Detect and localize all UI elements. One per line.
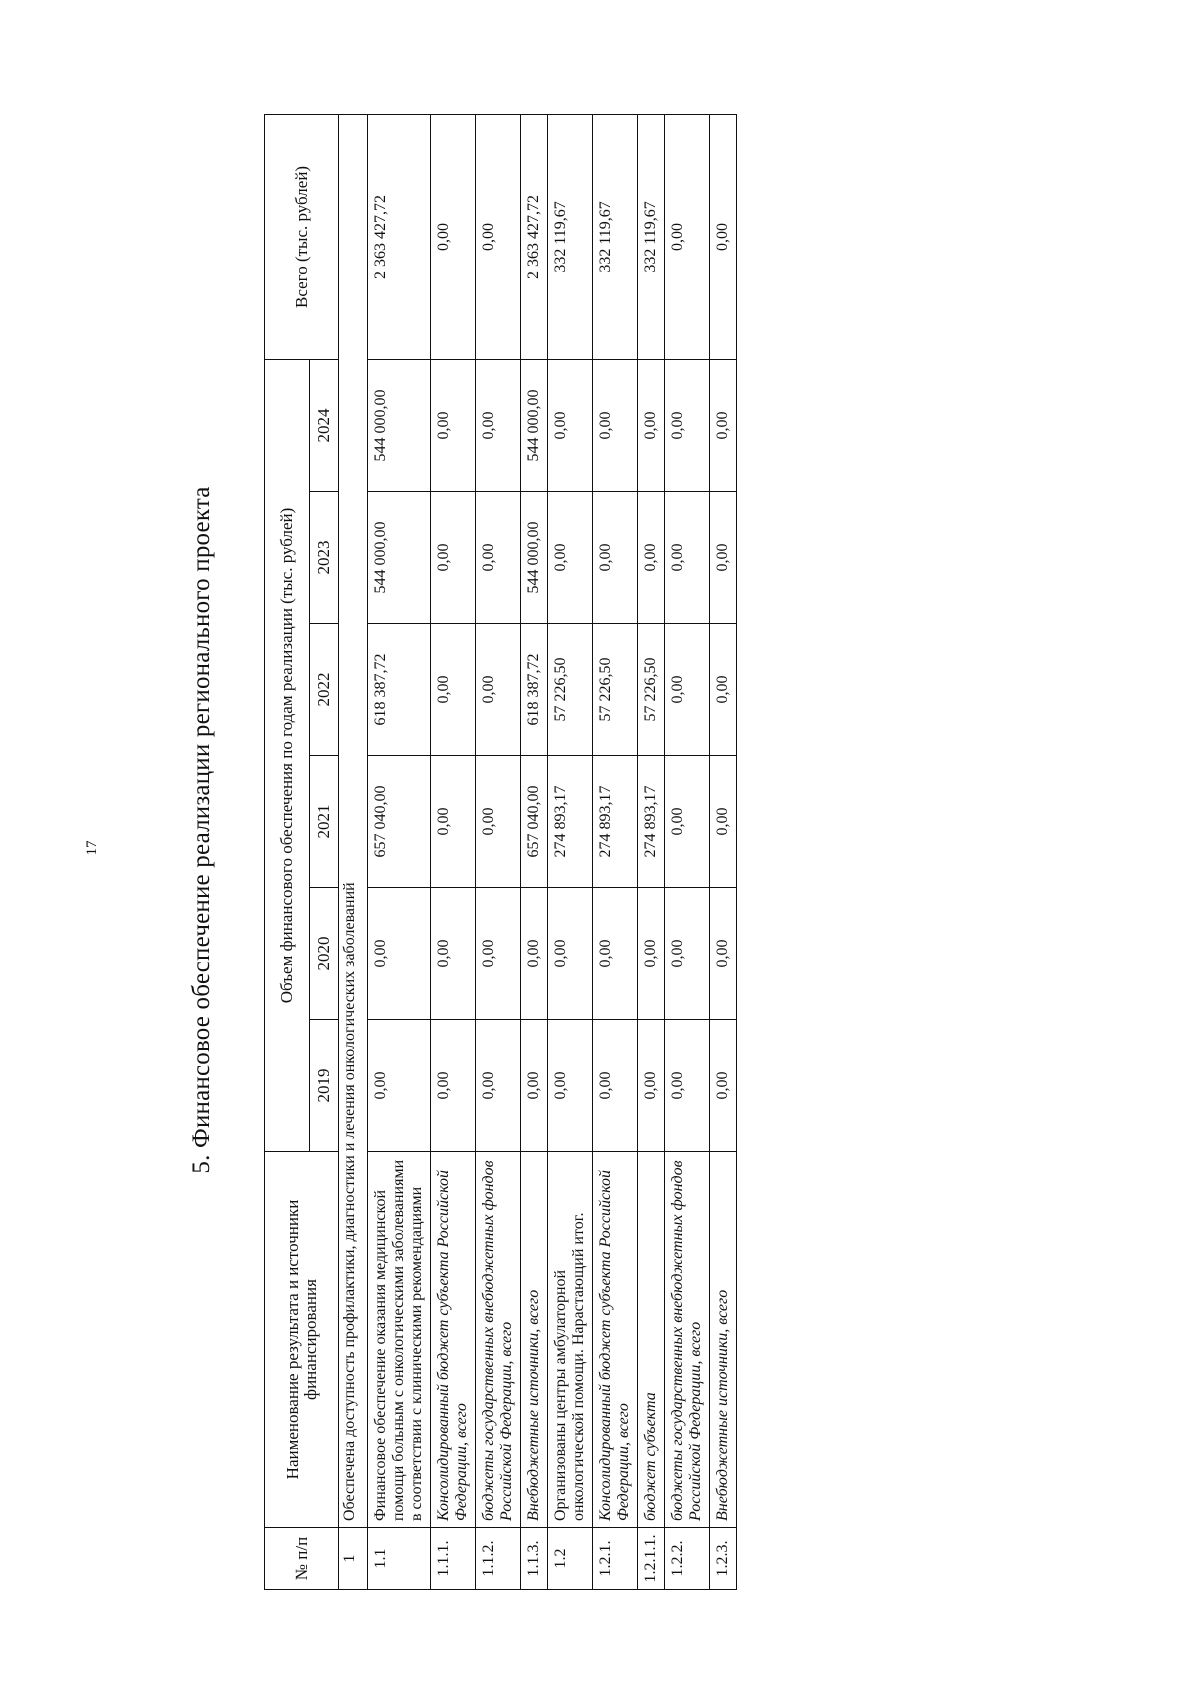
row-number: 1.2.2.	[665, 1528, 710, 1590]
year-value: 544 000,00	[521, 359, 548, 491]
table-row	[368, 114, 431, 1589]
year-value: 618 387,72	[368, 624, 431, 756]
year-value: 0,00	[710, 359, 737, 491]
year-value: 0,00	[665, 624, 710, 756]
year-value: 0,00	[593, 492, 638, 624]
header-year: 2023	[310, 492, 339, 624]
header-year: 2024	[310, 359, 339, 491]
year-value: 544 000,00	[368, 359, 431, 491]
year-value: 544 000,00	[368, 492, 431, 624]
year-value: 0,00	[593, 888, 638, 1020]
header-volume: Объем финансового обеспечения по годам реализации (тыс. рублей)	[265, 359, 310, 1151]
year-value: 0,00	[665, 359, 710, 491]
row-number: 1.2.1.	[593, 1528, 638, 1590]
row-number: 1.2	[548, 1528, 593, 1590]
row-total: 0,00	[431, 114, 476, 359]
year-value: 274 893,17	[638, 756, 665, 888]
row-name: Организованы центры амбулаторной онкологической помощи. Нарастающий итог.	[548, 1152, 593, 1528]
result-num: 1	[339, 1528, 368, 1590]
row-name: Внебюджетные источники, всего	[521, 1152, 548, 1528]
row-total: 332 119,67	[548, 114, 593, 359]
result-title: Обеспечена доступность профилактики, диагностики и лечения онкологических заболеваний	[339, 114, 368, 1527]
year-value: 57 226,50	[548, 624, 593, 756]
page-number: 17	[84, 840, 100, 856]
row-name: Консолидированный бюджет субъекта Российской Федерации, всего	[593, 1152, 638, 1528]
year-value: 0,00	[548, 1020, 593, 1152]
year-value: 0,00	[431, 1020, 476, 1152]
row-name: Консолидированный бюджет субъекта Российской Федерации, всего	[431, 1152, 476, 1528]
rotated-page-content	[140, 70, 1100, 1590]
year-value: 0,00	[548, 359, 593, 491]
year-value: 0,00	[521, 1020, 548, 1152]
row-name: Внебюджетные источники, всего	[710, 1152, 737, 1528]
year-value: 0,00	[593, 1020, 638, 1152]
year-value: 0,00	[593, 359, 638, 491]
year-value: 0,00	[476, 888, 521, 1020]
table-row	[548, 114, 593, 1589]
year-value: 0,00	[638, 888, 665, 1020]
year-value: 0,00	[638, 1020, 665, 1152]
year-value: 0,00	[476, 624, 521, 756]
year-value: 618 387,72	[521, 624, 548, 756]
year-value: 657 040,00	[368, 756, 431, 888]
year-value: 0,00	[638, 492, 665, 624]
table-row	[476, 114, 521, 1589]
year-value: 57 226,50	[638, 624, 665, 756]
table-row	[521, 114, 548, 1589]
year-value: 0,00	[710, 492, 737, 624]
row-name: бюджеты государственных внебюджетных фондов Российской Федерации, всего	[665, 1152, 710, 1528]
year-value: 544 000,00	[521, 492, 548, 624]
row-number: 1.2.3.	[710, 1528, 737, 1590]
year-value: 0,00	[521, 888, 548, 1020]
year-value: 0,00	[431, 756, 476, 888]
table-row	[638, 114, 665, 1589]
row-number: 1.1.1.	[431, 1528, 476, 1590]
year-value: 0,00	[476, 492, 521, 624]
year-value: 0,00	[368, 1020, 431, 1152]
year-value: 0,00	[638, 359, 665, 491]
header-year: 2020	[310, 888, 339, 1020]
header-num: № п/п	[265, 1528, 339, 1590]
section-title: 5. Финансовое обеспечение реализации регионального проекта	[188, 486, 215, 1174]
year-value: 0,00	[431, 492, 476, 624]
year-value: 0,00	[710, 1020, 737, 1152]
row-name: бюджеты государственных внебюджетных фондов Российской Федерации, всего	[476, 1152, 521, 1528]
year-value: 0,00	[665, 756, 710, 888]
row-total: 0,00	[710, 114, 737, 359]
header-year: 2022	[310, 624, 339, 756]
year-value: 0,00	[665, 1020, 710, 1152]
row-number: 1.1	[368, 1528, 431, 1590]
row-total: 332 119,67	[593, 114, 638, 359]
row-total: 332 119,67	[638, 114, 665, 359]
table-row	[710, 114, 737, 1589]
year-value: 0,00	[431, 359, 476, 491]
header-year: 2019	[310, 1020, 339, 1152]
row-total: 0,00	[476, 114, 521, 359]
year-value: 0,00	[665, 492, 710, 624]
table-row	[593, 114, 638, 1589]
row-total: 2 363 427,72	[368, 114, 431, 359]
year-value: 0,00	[710, 624, 737, 756]
year-value: 0,00	[368, 888, 431, 1020]
year-value: 274 893,17	[548, 756, 593, 888]
row-total: 2 363 427,72	[521, 114, 548, 359]
year-value: 0,00	[431, 888, 476, 1020]
header-name: Наименование результата и источники финансирования	[265, 1152, 339, 1528]
header-total: Всего (тыс. рублей)	[265, 114, 339, 359]
table-row	[431, 114, 476, 1589]
year-value: 0,00	[476, 756, 521, 888]
year-value: 0,00	[710, 888, 737, 1020]
year-value: 57 226,50	[593, 624, 638, 756]
row-name: Финансовое обеспечение оказания медицинской помощи больным с онкологическими заболеваниями в соответствии с клиническими рекомендациями	[368, 1152, 431, 1528]
header-year: 2021	[310, 756, 339, 888]
year-value: 0,00	[476, 1020, 521, 1152]
year-value: 0,00	[476, 359, 521, 491]
result-index-row	[339, 114, 368, 1589]
year-value: 0,00	[665, 888, 710, 1020]
year-value: 0,00	[548, 492, 593, 624]
year-value: 0,00	[431, 624, 476, 756]
row-total: 0,00	[665, 114, 710, 359]
row-number: 1.2.1.1.	[638, 1528, 665, 1590]
year-value: 0,00	[710, 756, 737, 888]
year-value: 657 040,00	[521, 756, 548, 888]
table-row	[665, 114, 710, 1589]
row-name: бюджет субъекта	[638, 1152, 665, 1528]
financing-table	[264, 114, 737, 1590]
year-value: 0,00	[548, 888, 593, 1020]
row-number: 1.1.2.	[476, 1528, 521, 1590]
row-number: 1.1.3.	[521, 1528, 548, 1590]
year-value: 274 893,17	[593, 756, 638, 888]
